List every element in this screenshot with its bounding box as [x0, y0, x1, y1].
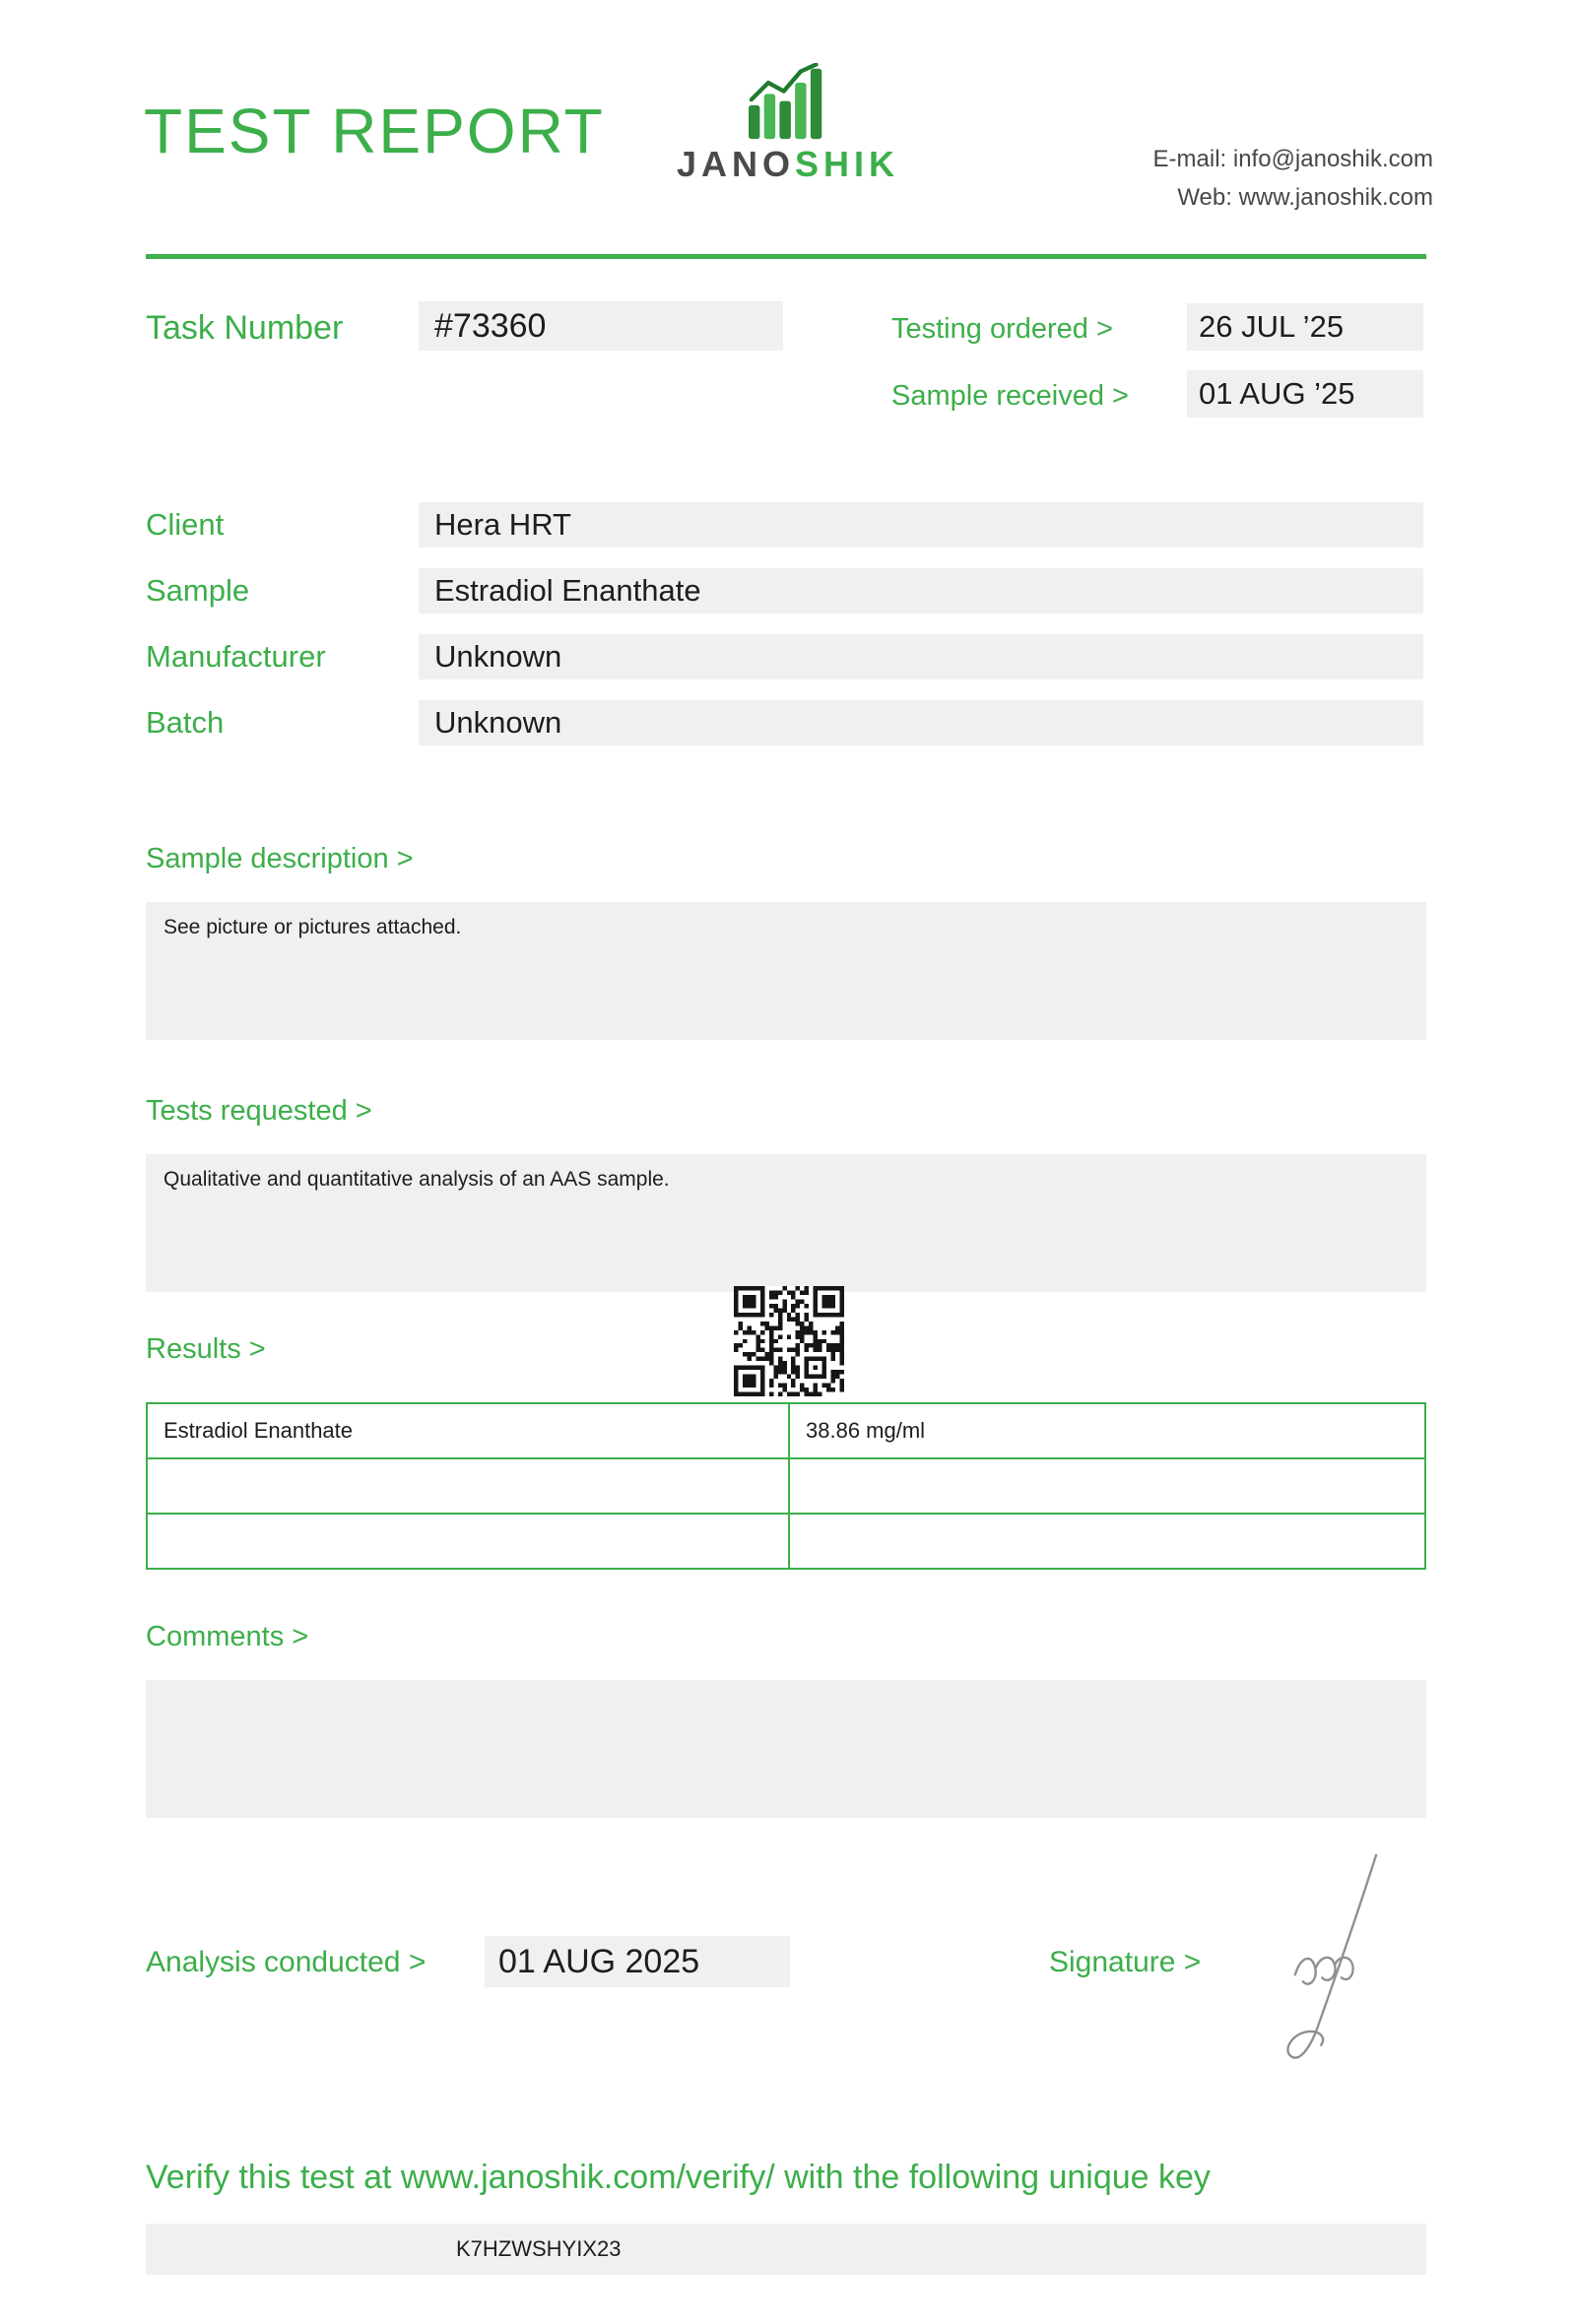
result-value: 38.86 mg/ml — [789, 1403, 1425, 1458]
web-value: www.janoshik.com — [1238, 184, 1433, 211]
sample-received-label: Sample received > — [891, 380, 1129, 412]
manufacturer-value: Unknown — [419, 634, 1423, 679]
result-name — [147, 1458, 789, 1514]
results-row — [147, 1514, 1425, 1569]
web-line — [1153, 178, 1433, 217]
qr-code — [734, 1286, 844, 1396]
batch-label: Batch — [146, 705, 225, 740]
comments-heading: Comments > — [146, 1621, 309, 1652]
client-label: Client — [146, 507, 225, 542]
tests-requested-text: Qualitative and quantitative analysis of an AAS sample. — [164, 1168, 670, 1191]
result-name: Estradiol Enanthate — [147, 1403, 789, 1458]
verify-key: K7HZWSHYIX23 — [456, 2236, 622, 2261]
results-table — [146, 1402, 1426, 1570]
result-value — [789, 1514, 1425, 1569]
email-label: E-mail: — [1152, 146, 1227, 172]
email-line — [1153, 140, 1433, 178]
results-row — [147, 1403, 1425, 1458]
sample-label: Sample — [146, 573, 250, 608]
client-value: Hera HRT — [419, 502, 1423, 548]
web-label: Web: — [1177, 184, 1232, 211]
analysis-conducted-date: 01 AUG 2025 — [485, 1936, 790, 1987]
result-name — [147, 1514, 789, 1569]
verify-key-box — [146, 2224, 1426, 2275]
verify-instruction: Verify this test at www.janoshik.com/verify/ with the following unique key — [146, 2159, 1211, 2196]
sample-description-box — [146, 902, 1426, 1040]
sample-value: Estradiol Enanthate — [419, 568, 1423, 613]
logo-wordmark — [677, 144, 899, 185]
results-heading: Results > — [146, 1333, 266, 1365]
signature-label: Signature > — [1049, 1946, 1202, 1978]
logo-text-jano: JANO — [676, 144, 795, 184]
bar-chart-logo-icon — [743, 63, 833, 142]
task-number-label: Task Number — [146, 309, 344, 347]
header-divider — [146, 254, 1426, 259]
testing-ordered-label: Testing ordered > — [891, 313, 1113, 345]
comments-box — [146, 1680, 1426, 1818]
tests-requested-heading: Tests requested > — [146, 1095, 372, 1127]
tests-requested-box — [146, 1154, 1426, 1292]
task-number-value: #73360 — [419, 301, 783, 351]
sample-description-text: See picture or pictures attached. — [164, 916, 462, 938]
testing-ordered-value: 26 JUL ’25 — [1187, 303, 1423, 351]
signature-scribble — [1261, 1849, 1409, 2081]
results-row — [147, 1458, 1425, 1514]
manufacturer-label: Manufacturer — [146, 639, 326, 674]
logo-text-shik: SHIK — [795, 144, 900, 184]
sample-received-value: 01 AUG ’25 — [1187, 370, 1423, 418]
batch-value: Unknown — [419, 700, 1423, 745]
email-value: info@janoshik.com — [1232, 146, 1433, 172]
page-title: TEST REPORT — [144, 96, 605, 166]
sample-description-heading: Sample description > — [146, 843, 414, 874]
contact-block — [1153, 140, 1433, 217]
result-value — [789, 1458, 1425, 1514]
analysis-conducted-label: Analysis conducted > — [146, 1946, 427, 1978]
